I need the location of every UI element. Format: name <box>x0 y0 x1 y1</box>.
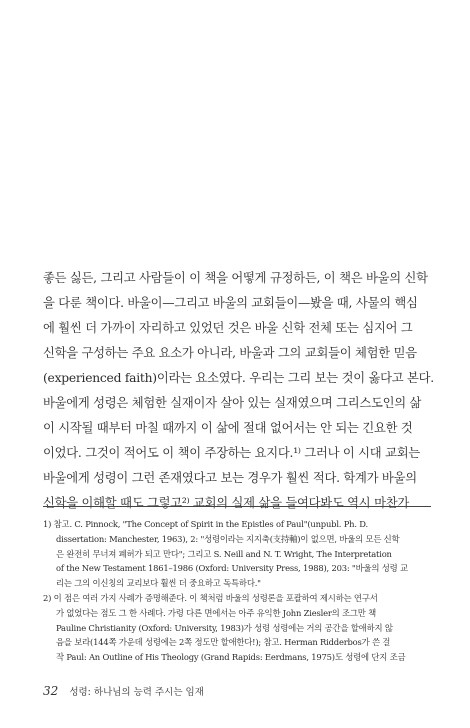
footnote-line: 2) 이 점은 여러 가지 사례가 증명해준다. 이 책처럼 바울의 성령론을 포괄하여 제시하는 연구서 <box>43 592 378 603</box>
text-line: 바울에게 성령이 그런 존재였다고 보는 경우가 훨씬 적다. 학계가 바울의 <box>43 471 417 485</box>
text-line: 바울에게 성령은 체험한 실재이자 살아 있는 실재였으며 그리스도인의 삶 <box>43 396 422 410</box>
text-line: 좋든 싫든, 그리고 사람들이 이 책을 어떻게 규정하든, 이 책은 바울의 신학 <box>43 271 428 285</box>
footnote-line: dissertation: Manchester, 1963), 2: "성령이라는 지지축(支持軸)이 없으면, 바울의 모든 신학 <box>56 533 400 544</box>
footnote-divider <box>43 506 431 507</box>
footnote-line: 음을 보라(144쪽 가운데 성령에는 2쪽 정도만 할애한다!); 참고. Herman Ridderbos가 쓴 걸 <box>56 637 391 648</box>
text-line: 이었다. 그것이 적어도 이 책이 주장하는 요지다.¹⁾ 그러나 이 시대 교회는 <box>43 446 420 460</box>
main-text <box>43 266 434 516</box>
text-line: 을 다룬 책이다. 바울이—그리고 바울의 교회들이—봤을 때, 사물의 핵심 <box>43 296 418 310</box>
text-line: 신학을 구성하는 주요 요소가 아니라, 바울과 그의 교회들이 체험한 믿음 <box>43 346 417 360</box>
page-footer <box>43 684 204 698</box>
text-line: (experienced faith)이라는 요소였다. 우리는 그리 보는 것이 옳다고 본다. <box>43 371 434 385</box>
footnote-line: of the New Testament 1861–1986 (Oxford: University Press, 1988), 203: "바울의 성령 교 <box>56 563 408 574</box>
running-title: 성령: 하나님의 능력 주시는 임재 <box>69 687 204 698</box>
page-number: 32 <box>43 684 59 698</box>
footnote-line: 작 Paul: An Outline of His Theology (Grand Rapids: Eerdmans, 1975)도 성령에 단지 조금 <box>56 652 406 663</box>
footnote-line: 1) 참고. C. Pinnock, "The Concept of Spirit in the Epistles of Paul"(unpubl. Ph. D. <box>43 519 368 529</box>
footnote-line: 가 없었다는 점도 그 한 사례다. 가령 다른 면에서는 아주 유익한 John Ziesler의 조그만 책 <box>56 607 377 618</box>
text-line: 이 시작될 때부터 마칠 때까지 이 삶에 절대 없어서는 안 되는 긴요한 것 <box>43 421 413 435</box>
footnote-line: 리는 그의 이신칭의 교리보다 훨씬 더 중요하고 독특하다." <box>56 578 261 589</box>
text-line: 신학을 이해할 때도 그렇고²⁾ 교회의 실제 삶을 들여다봐도 역시 마찬가 <box>43 496 409 510</box>
footnote-line: 은 완전히 무너져 폐허가 되고 만다"; 그리고 S. Neill and N. T. Wright, The Interpretation <box>56 548 392 559</box>
footnote-line: Pauline Christianity (Oxford: University, 1983)가 성령 성령에는 거의 공간을 할애하지 않 <box>56 622 393 633</box>
footnotes <box>43 517 431 665</box>
text-line: 에 훨씬 더 가까이 자리하고 있었던 것은 바울 신학 전체 또는 심지어 그 <box>43 321 413 335</box>
